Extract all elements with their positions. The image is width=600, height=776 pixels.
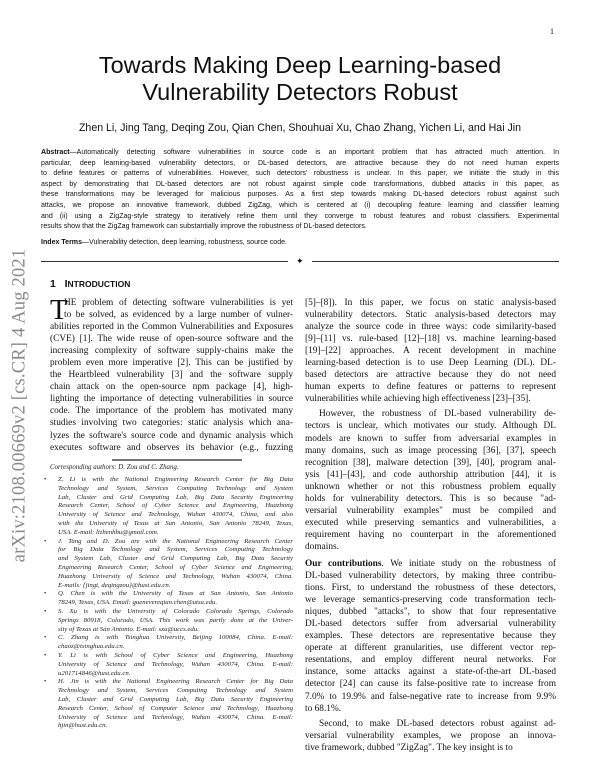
- abstract-line: [41, 148, 559, 159]
- footnote-line: Z. Li is with the National Engineering Research Center for Big Data: [58, 476, 293, 483]
- affiliation-item: [44, 678, 293, 731]
- affiliation-item: [44, 590, 293, 608]
- body-line: to 68.1%.: [305, 703, 342, 714]
- body-line: executes software and observes its behavior (e.g., fuzzing: [50, 442, 293, 453]
- body-line: learning-based detection is to use Deep Learning (DL). DL-: [305, 358, 556, 369]
- footnote-line: Technology and System, Services Computing Technology and System: [58, 484, 293, 492]
- body-line: studies involving two categories: static analysis which ana-: [50, 418, 293, 429]
- body-line: tive framework, dubbed "ZigZag". The key insight is to: [305, 742, 513, 753]
- body-line: vulnerabilities while achieving high effectiveness [23]–[35].: [305, 394, 531, 405]
- index-terms: [41, 239, 287, 246]
- abstract-text: —Automatically detecting software vulnerabilities in source code is an important problem that has attracted much attention. In: [69, 149, 559, 156]
- footnote-line: Research Center, School of Cyber Science and Engineering, Huazhong: [58, 502, 293, 510]
- affiliation-item: [44, 634, 293, 652]
- body-line: requirement having no counterpart in the aforementioned: [305, 529, 556, 540]
- body-line: operate at different granularities, use different vector rep-: [305, 643, 556, 654]
- footnote-line: Springs 80918, Colorado, USA. This work was partly done at the Univer-: [58, 616, 293, 624]
- footnote-line: E-mails: {jingt, deqingzou}@hust.edu.cn.: [58, 581, 171, 589]
- footnote-line: u201714846@hust.edu.cn.: [58, 669, 131, 677]
- bullet-icon: •: [44, 590, 47, 598]
- footnote-line: Technology and System, Services Computing Technology and System: [58, 687, 293, 695]
- footnote-line: Q. Chen is with the University of Texas at San Antonio, San Antonio: [58, 590, 293, 598]
- separator-line: [41, 261, 288, 262]
- body-line: unknown whether or not this robustness problem equally: [305, 481, 556, 492]
- paper-title: [0, 52, 600, 106]
- body-line: analyze the source code in three ways: code similarity-based: [305, 322, 556, 333]
- body-line: abilities reported in the Common Vulnerabilities and Exposures: [50, 322, 293, 333]
- body-line: code. The importance of the problem has motivated many: [50, 406, 293, 417]
- body-line: DL-based detectors suffer from adversarial vulnerability: [305, 619, 556, 630]
- body-line: [9]–[11] vs. rule-based [12]–[18] vs. machine learning-based: [305, 334, 556, 345]
- footnote-line: and System Lab, Cluster and Grid Computing Lab, Big Data Security: [58, 555, 293, 563]
- footnote-rule: [112, 459, 242, 461]
- author-list: Zhen Li, Jing Tang, Deqing Zou, Qian Chen, Shouhuai Xu, Chao Zhang, Yichen Li, and Hai Jin: [78, 122, 522, 134]
- body-line: we leverage semantics-preserving code transformation tech-: [305, 595, 556, 606]
- body-line: HE problem of detecting software vulnerabilities is yet: [64, 298, 293, 308]
- footnote-line: University of Science and Technology, Wuhan 430074, China. E-mail:: [58, 660, 293, 668]
- body-line: However, the robustness of DL-based vulnerability de-: [319, 409, 556, 420]
- separator-line: [312, 261, 559, 262]
- body-line: lighting the importance of detecting vulnerabilities in source: [50, 394, 293, 405]
- index-terms-text: —Vulnerability detection, deep learning, robustness, source code.: [82, 239, 288, 246]
- body-line: [305, 558, 556, 570]
- affiliation-item: [44, 476, 293, 538]
- footnote-line: J. Tang and D. Zou are with the National Engineering Research Center: [58, 537, 293, 545]
- footnote-line: C. Zhang is with Tsinghua University, Beijing 100084, China. E-mail:: [58, 634, 293, 642]
- body-line: chain attack on the open-source npm package [4], high-: [50, 382, 293, 393]
- body-text: . We initiate study on the robustness of: [381, 558, 556, 569]
- body-line: recognition [38], malware detection [39], [40], program anal-: [305, 457, 556, 468]
- abstract-line: particular, deep learning-based vulnerability detectors, or DL-based detectors, are attractive because they do not need human experts: [41, 159, 559, 167]
- footnote-line: hjin@hust.edu.cn.: [58, 722, 108, 730]
- body-line: tions. First, to understand the robustness of these detectors,: [305, 583, 556, 594]
- footnote-line: Y. Li is with School of Cyber Science and Engineering, Huazhong: [58, 651, 293, 659]
- footnote-line: University of Science and Technology, Wuhan 430074, China, and also: [58, 511, 293, 519]
- affiliation-item: [44, 537, 293, 591]
- footnote-line: Research Center, School of Computer Science and Technology, Huazhong: [58, 704, 293, 712]
- body-line: human experts to define features or patterns to represent: [305, 382, 556, 393]
- body-line: executed while preserving semantics and vulnerabilities, a: [305, 517, 556, 528]
- title-line: Vulnerability Detectors Robust: [142, 79, 458, 105]
- bullet-icon: •: [44, 651, 47, 659]
- abstract-line: results show that the ZigZag framework can substantially improve the robustness of DL-based detectors.: [41, 223, 367, 231]
- title-line: Towards Making Deep Learning-based: [98, 52, 502, 78]
- affiliation-footnotes: [44, 476, 293, 731]
- body-line: vulnerability detectors. Static analysis-based detectors may: [305, 310, 556, 321]
- body-line: resentations, and employ different neural networks. For: [305, 655, 556, 666]
- bullet-icon: •: [44, 607, 47, 615]
- body-line: problem even more imperative [2]. This can be justified by: [50, 358, 293, 369]
- affiliation-item: [44, 651, 293, 678]
- body-line: many domains, such as image processing [36], [37], speech: [305, 445, 556, 456]
- footnote-line: chaoz@tsinghua.edu.cn.: [58, 643, 125, 651]
- body-line: the Heartbleed vulnerability [3] and the software supply: [50, 370, 293, 381]
- body-line: models are known to suffer from adversarial examples in: [305, 433, 556, 444]
- abstract-line: to define features or patterns of vulnerabilities. However, such detectors' robustness is unclear. In this paper, we initiate the study in this: [41, 170, 559, 178]
- bullet-icon: •: [44, 537, 47, 545]
- section-separator: [41, 256, 559, 266]
- bullet-icon: •: [44, 678, 47, 686]
- footnote-line: 78249, Texas, USA. Email: guenevereqian.chen@utsa.edu.: [58, 599, 218, 607]
- footnote-line: Lab, Cluster and Grid Computing Lab, Big Data Security Engineering: [58, 695, 293, 703]
- drop-cap: T: [50, 294, 68, 326]
- footnote-line: Lab, Cluster and Grid Computing Lab, Big Data Security Engineering: [58, 493, 293, 501]
- affiliation-item: [44, 607, 293, 634]
- bullet-icon: •: [44, 634, 47, 642]
- body-line: DL-based vulnerability detectors, by making three contribu-: [305, 571, 556, 582]
- footnote-line: USA. E-mail: lizhenhbu@gmail.com.: [58, 528, 159, 536]
- corresponding-authors: Corresponding authors: D. Zou and C. Zhang.: [50, 464, 179, 471]
- body-line: versarial vulnerability examples, we propose an innova-: [305, 730, 556, 741]
- body-line: [19]–[22] approaches. A recent development in machine: [305, 346, 556, 357]
- section-title-initial: I: [64, 278, 68, 290]
- body-line: holds for vulnerability detectors. This is so because "ad-: [305, 493, 556, 504]
- footnote-line: S. Xu is with the University of Colorado Colorado Springs, Colorado: [58, 607, 293, 615]
- footnote-line: for Big Data Technology and System, Services Computing Technology: [58, 546, 293, 554]
- body-line: lyzes the software's source code and dynamic analysis which: [50, 430, 293, 441]
- body-line: niques, dubbed "attacks", to show that four representative: [305, 607, 556, 618]
- body-line: to be solved, as evidenced by a large number of vulner-: [64, 310, 293, 321]
- body-line: ysis [41]–[43], and code authorship attribution [44], it is: [305, 469, 556, 480]
- abstract-line: attacks, we propose an innovative framework, dubbed ZigZag, which is centered at (i) decoupling feature learning and classifier learning: [41, 201, 559, 209]
- right-column-body: [305, 297, 556, 754]
- abstract-line: aspect by demonstrating that DL-based detectors are not robust against simple code transformations, dubbed attacks in this paper, as: [41, 180, 559, 188]
- footnote-line: sity of Texas at San Antonio. E-mail: sxu@uccs.edu.: [58, 625, 199, 633]
- left-column-body: [50, 294, 293, 454]
- footnote-line: University of Science and Technology, Wuhan 430074, China. E-mail:: [58, 713, 293, 721]
- body-line: domains.: [305, 541, 339, 552]
- body-line: versarial vulnerability examples" must be compiled and: [305, 505, 556, 516]
- abstract-label: Abstract: [41, 149, 70, 156]
- body-line: [5]–[8]). In this paper, we focus on static analysis-based: [305, 298, 556, 308]
- arxiv-stamp: arXiv:2108.00669v2 [cs.CR] 4 Aug 2021: [9, 248, 30, 563]
- body-line: 7.0% to 19.9% and false-negative rate to increase from 9.9%: [305, 691, 556, 702]
- abstract-line: these transformations may be leveraged for malicious purposes. As a first step towards making DL-based detectors robust against such: [41, 191, 559, 199]
- bullet-icon: •: [44, 476, 47, 483]
- contributions-label: Our contributions: [305, 558, 382, 569]
- footnote-line: Huazhong University of Science and Technology, Wuhan 430074, China.: [58, 572, 293, 580]
- footnote-line: H. Jin is with the National Engineering Research Center for Big Data: [58, 678, 293, 686]
- section-heading: [50, 278, 130, 290]
- body-line: based detectors are attractive because they do not need: [305, 370, 556, 381]
- body-line: instance, some attacks against a state-of-the-art DL-based: [305, 667, 556, 678]
- body-line: examples. These detectors are representative because they: [305, 631, 556, 642]
- section-title-rest: NTRODUCTION: [67, 279, 131, 289]
- page-number: 1: [550, 27, 554, 36]
- section-number: 1: [50, 278, 56, 290]
- body-line: tectors is unclear, which motivates our study. Although DL: [305, 421, 556, 432]
- body-line: Second, to make DL-based detectors robust against ad-: [319, 718, 556, 729]
- abstract-line: and (ii) using a ZigZag-style strategy to iteratively refine them until they converge to robust features and robust classifiers. Experimental: [41, 212, 559, 220]
- body-line: increasing complexity of software supply-chains make the: [50, 346, 293, 357]
- footnote-line: Engineering Research Center, School of Cyber Science and Engineering,: [58, 563, 293, 571]
- footnote-line: with the University of Texas at San Antonio, San Antonio 78249, Texas,: [58, 519, 293, 527]
- diamond-icon: ✦: [296, 256, 304, 266]
- abstract: [41, 148, 559, 233]
- body-line: detector [24] can cause its false-positive rate to increase from: [305, 679, 556, 690]
- index-terms-label: Index Terms: [41, 239, 82, 246]
- body-line: (CVE) [1]. The wide reuse of open-source software and the: [50, 334, 293, 345]
